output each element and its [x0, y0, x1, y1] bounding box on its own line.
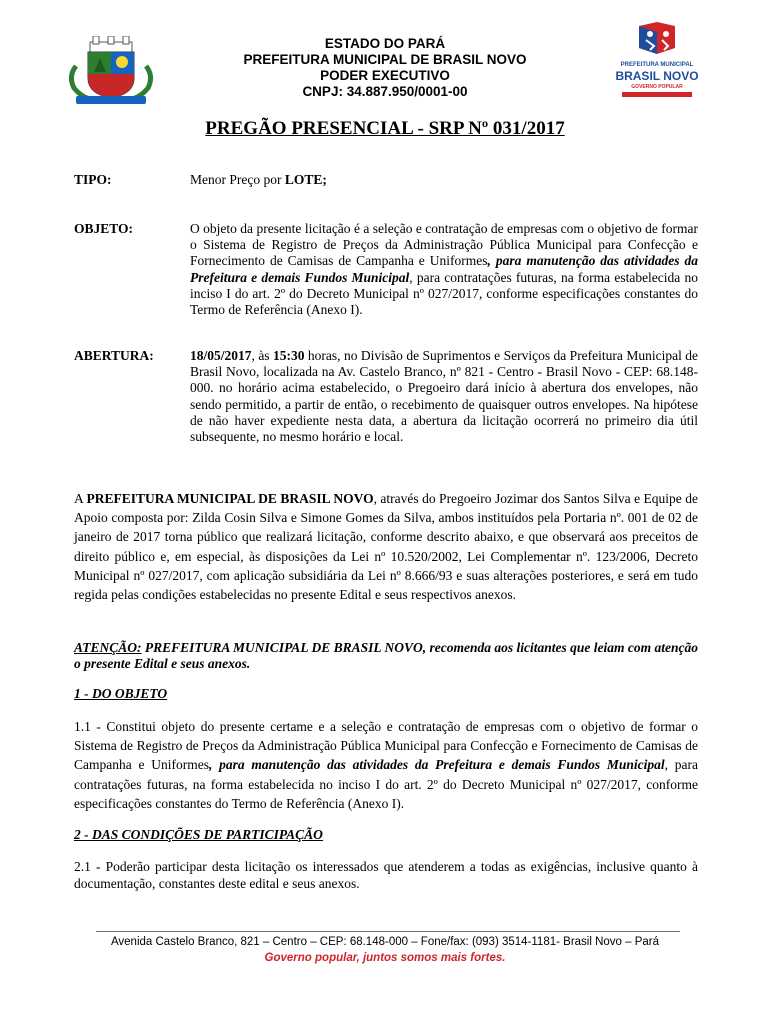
tipo-value — [190, 172, 698, 188]
municipal-crest-icon — [68, 36, 154, 106]
section-1-emphasis: , para manutenção das atividades da Prefeitura e demais Fundos Municipal — [208, 757, 665, 773]
abertura-value — [190, 348, 698, 445]
logo-sub-text: GOVERNO POPULAR — [631, 84, 683, 90]
header-cnpj: CNPJ: 34.887.950/0001-00 — [302, 84, 468, 99]
abertura-time: 15:30 — [273, 348, 305, 363]
header-prefecture: PREFEITURA MUNICIPAL DE BRASIL NOVO — [243, 52, 527, 67]
header-state: ESTADO DO PARÁ — [324, 36, 446, 51]
objeto-label: OBJETO: — [74, 221, 134, 236]
objeto-emphasis: , para manutenção das atividades da Prefeitura e demais Fundos Municipal — [190, 253, 698, 285]
objeto-value — [190, 221, 698, 318]
footer-divider — [96, 931, 680, 932]
abertura-text: horas, no Divisão de Suprimentos e Serviços da Prefeitura Municipal de Brasil Novo, localizada na Av. Castelo Branco, nº 821 - Centro - Brasil Novo - CEP: 68.148-000. no horário acima estabelecido, o Pregoeiro dará início à abertura dos envelopes, não sendo permitido, a partir de então, o recebimento de quaisquer outros envelopes. Na hipótese de não haver expediente nesta data, a abertura da licitação ocorrerá no primeiro dia útil subsequente, no mesmo horário e local. — [190, 348, 698, 445]
attention-label: ATENÇÃO: — [74, 640, 142, 655]
intro-bold: PREFEITURA MUNICIPAL DE BRASIL NOVO — [86, 491, 374, 506]
abertura-date: 18/05/2017 — [190, 348, 252, 363]
section-2-paragraph: 2.1 - Poderão participar desta licitação os interessados que atenderem a todas as exigências, inclusive quanto à documentação, constantes deste edital e seus anexos. — [74, 859, 698, 891]
section-2-heading: 2 - DAS CONDIÇÕES DE PARTICIPAÇÃO — [74, 827, 323, 842]
logo-top-text: PREFEITURA MUNICIPAL — [620, 62, 694, 68]
footer-slogan: Governo popular, juntos somos mais fortes. — [264, 952, 506, 964]
intro-text: , através do Pregoeiro Jozimar dos Santos Silva e Equipe de Apoio composta por: Zilda Cosin Silva e Simone Gomes da Silva, ambos instituídos pela Portaria nº. 001 de 02 de janeiro de 2017 torna público que realizará licitação, conforme descrito abaixo, e que observará aos preceitos de direito público e, em especial, às disposições da Lei nº 10.520/2002, Lei Complementar nº. 123/2006, Decreto Municipal nº 027/2017, com aplicação subsidiária da Lei nº 8.666/93 e suas alterações posteriores, e será em tudo regida pelas condições estabelecidas no presente Edital e seus respectivos anexos. — [74, 491, 698, 603]
attention-notice — [74, 640, 698, 672]
attention-text: PREFEITURA MUNICIPAL DE BRASIL NOVO, recomenda aos licitantes que leiam com atenção o presente Edital e seus anexos. — [74, 640, 698, 672]
abertura-mid: , às — [251, 348, 273, 363]
logo-brand-text: BRASIL NOVO — [615, 69, 699, 83]
objeto-text-end: , para contratações futuras, na forma estabelecida no inciso I do art. 2º do Decreto Municipal nº 027/2017, conforme especificações constantes do Termo de Referência (Anexo I). — [190, 269, 698, 318]
brasil-novo-logo-icon — [612, 22, 702, 118]
header-power: PODER EXECUTIVO — [320, 68, 450, 83]
footer-address: Avenida Castelo Branco, 821 – Centro – CEP: 68.148-000 – Fone/fax: (093) 3514-1181- Brasil Novo – Pará — [110, 936, 660, 948]
tipo-text: Menor Preço por — [190, 172, 285, 187]
tipo-bold: LOTE; — [284, 172, 327, 187]
letterhead — [200, 36, 570, 100]
section-1-heading: 1 - DO OBJETO — [74, 686, 168, 701]
objeto-text: O objeto da presente licitação é a seleção e contratação de empresas com o objetivo de formar o Sistema de Registro de Preços da Administração Pública Municipal para Confecção e Fornecimento de Camisas de Campanha e Uniformes — [190, 221, 698, 269]
tipo-label: TIPO: — [74, 172, 112, 187]
section-1-paragraph — [74, 717, 698, 813]
section-1-text: 1.1 - Constitui objeto do presente certame e a seleção e contratação de empresas com o objetivo de formar o Sistema de Registro de Preços da Administração Pública Municipal para Confecção e Fornecimento de Camisas de Campanha e Uniformes — [74, 719, 698, 773]
document-title: PREGÃO PRESENCIAL - SRP Nº 031/2017 — [205, 118, 565, 139]
abertura-label: ABERTURA: — [74, 348, 154, 363]
intro-pre: A — [74, 491, 87, 506]
intro-paragraph — [74, 489, 698, 604]
section-1-text-end: , para contratações futuras, na forma estabelecida no inciso I do art. 2º do Decreto Municipal nº 027/2017, conforme especificações constantes do Termo de Referência (Anexo I). — [74, 757, 698, 811]
